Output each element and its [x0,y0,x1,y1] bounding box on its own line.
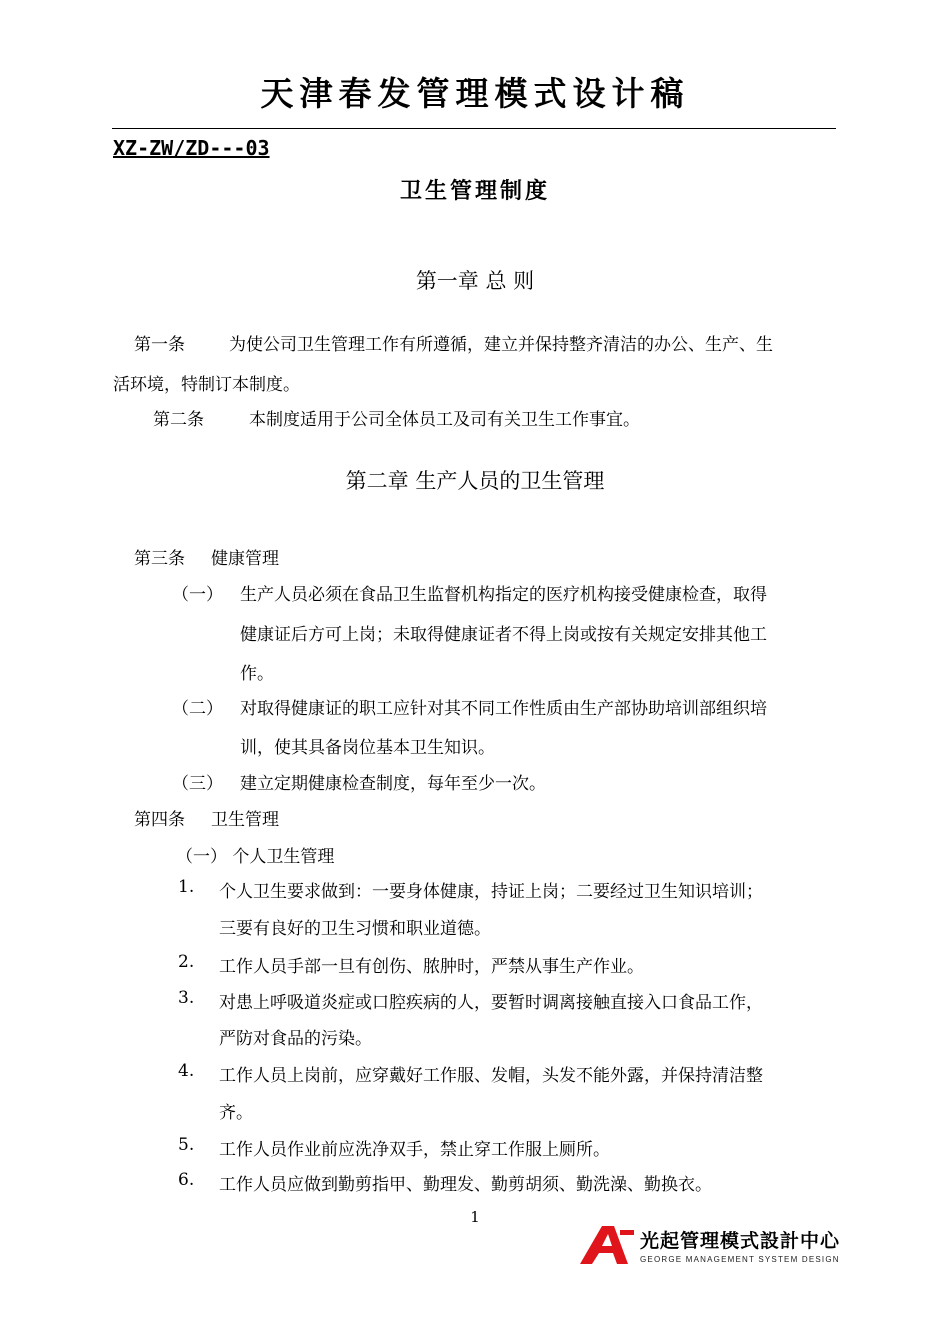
point-line: 三要有良好的卫生习惯和职业道德。 [219,919,491,939]
list-item-number: （二） [172,699,223,719]
subsection-heading: （一） 个人卫生管理 [176,847,335,867]
logo-subtitle: GEORGE MANAGEMENT SYSTEM DESIGN [640,1255,840,1264]
list-item-number: （三） [172,774,223,794]
list-item-line: 训，使其具备岗位基本卫生知识。 [240,738,495,758]
point-line: 个人卫生要求做到：一要身体健康，持证上岗；二要经过卫生知识培训； [219,882,763,902]
point-number: 5. [178,1135,195,1155]
chapter1-heading: 第一章 总 则 [415,269,535,293]
list-item-line: 生产人员必须在食品卫生监督机构指定的医疗机构接受健康检查，取得 [240,585,767,605]
header-rule [112,128,836,129]
point-line: 工作人员手部一旦有创伤、脓肿时，严禁从事生产作业。 [219,957,644,977]
article1-line1: 为使公司卫生管理工作有所遵循，建立并保持整齐清洁的办公、生产、生 [229,335,773,355]
page-number: 1 [470,1208,480,1226]
logo-name: 光起管理模式設計中心 [640,1230,841,1252]
article2-text: 本制度适用于公司全体员工及司有关卫生工作事宜。 [249,410,640,430]
chapter2-heading: 第二章 生产人员的卫生管理 [345,469,605,493]
point-number: 6. [178,1170,195,1190]
point-line: 工作人员作业前应洗净双手，禁止穿工作服上厕所。 [219,1140,610,1160]
article2-label: 第二条 [153,410,204,430]
point-number: 4. [178,1061,195,1081]
point-line: 对患上呼吸道炎症或口腔疾病的人，要暂时调离接触直接入口食品工作， [219,993,763,1013]
article3-title: 健康管理 [211,549,279,569]
list-item-line: 作。 [240,664,274,684]
article4-title: 卫生管理 [211,810,279,830]
article1-label: 第一条 [134,335,185,355]
list-item-line: 对取得健康证的职工应针对其不同工作性质由生产部协助培训部组织培 [240,699,767,719]
point-number: 1. [178,877,195,897]
point-line: 工作人员上岗前，应穿戴好工作服、发帽，头发不能外露，并保持清洁整 [219,1066,763,1086]
company-logo [580,1222,840,1270]
document-code: XZ-ZW/ZD---03 [113,136,270,160]
document-title: 卫生管理制度 [399,179,550,204]
point-number: 3. [178,988,195,1008]
logo-a-icon [580,1224,636,1268]
list-item-line: 建立定期健康检查制度，每年至少一次。 [240,774,546,794]
point-line: 严防对食品的污染。 [219,1029,372,1049]
list-item-number: （一） [172,585,223,605]
article1-line2: 活环境，特制订本制度。 [113,375,300,395]
header-title: 天津春发管理模式设计稿 [260,74,690,113]
point-line: 齐。 [219,1103,253,1123]
point-line: 工作人员应做到勤剪指甲、勤理发、勤剪胡须、勤洗澡、勤换衣。 [219,1175,712,1195]
article4-label: 第四条 [134,810,185,830]
article3-label: 第三条 [134,549,185,569]
list-item-line: 健康证后方可上岗；未取得健康证者不得上岗或按有关规定安排其他工 [240,625,767,645]
point-number: 2. [178,952,195,972]
